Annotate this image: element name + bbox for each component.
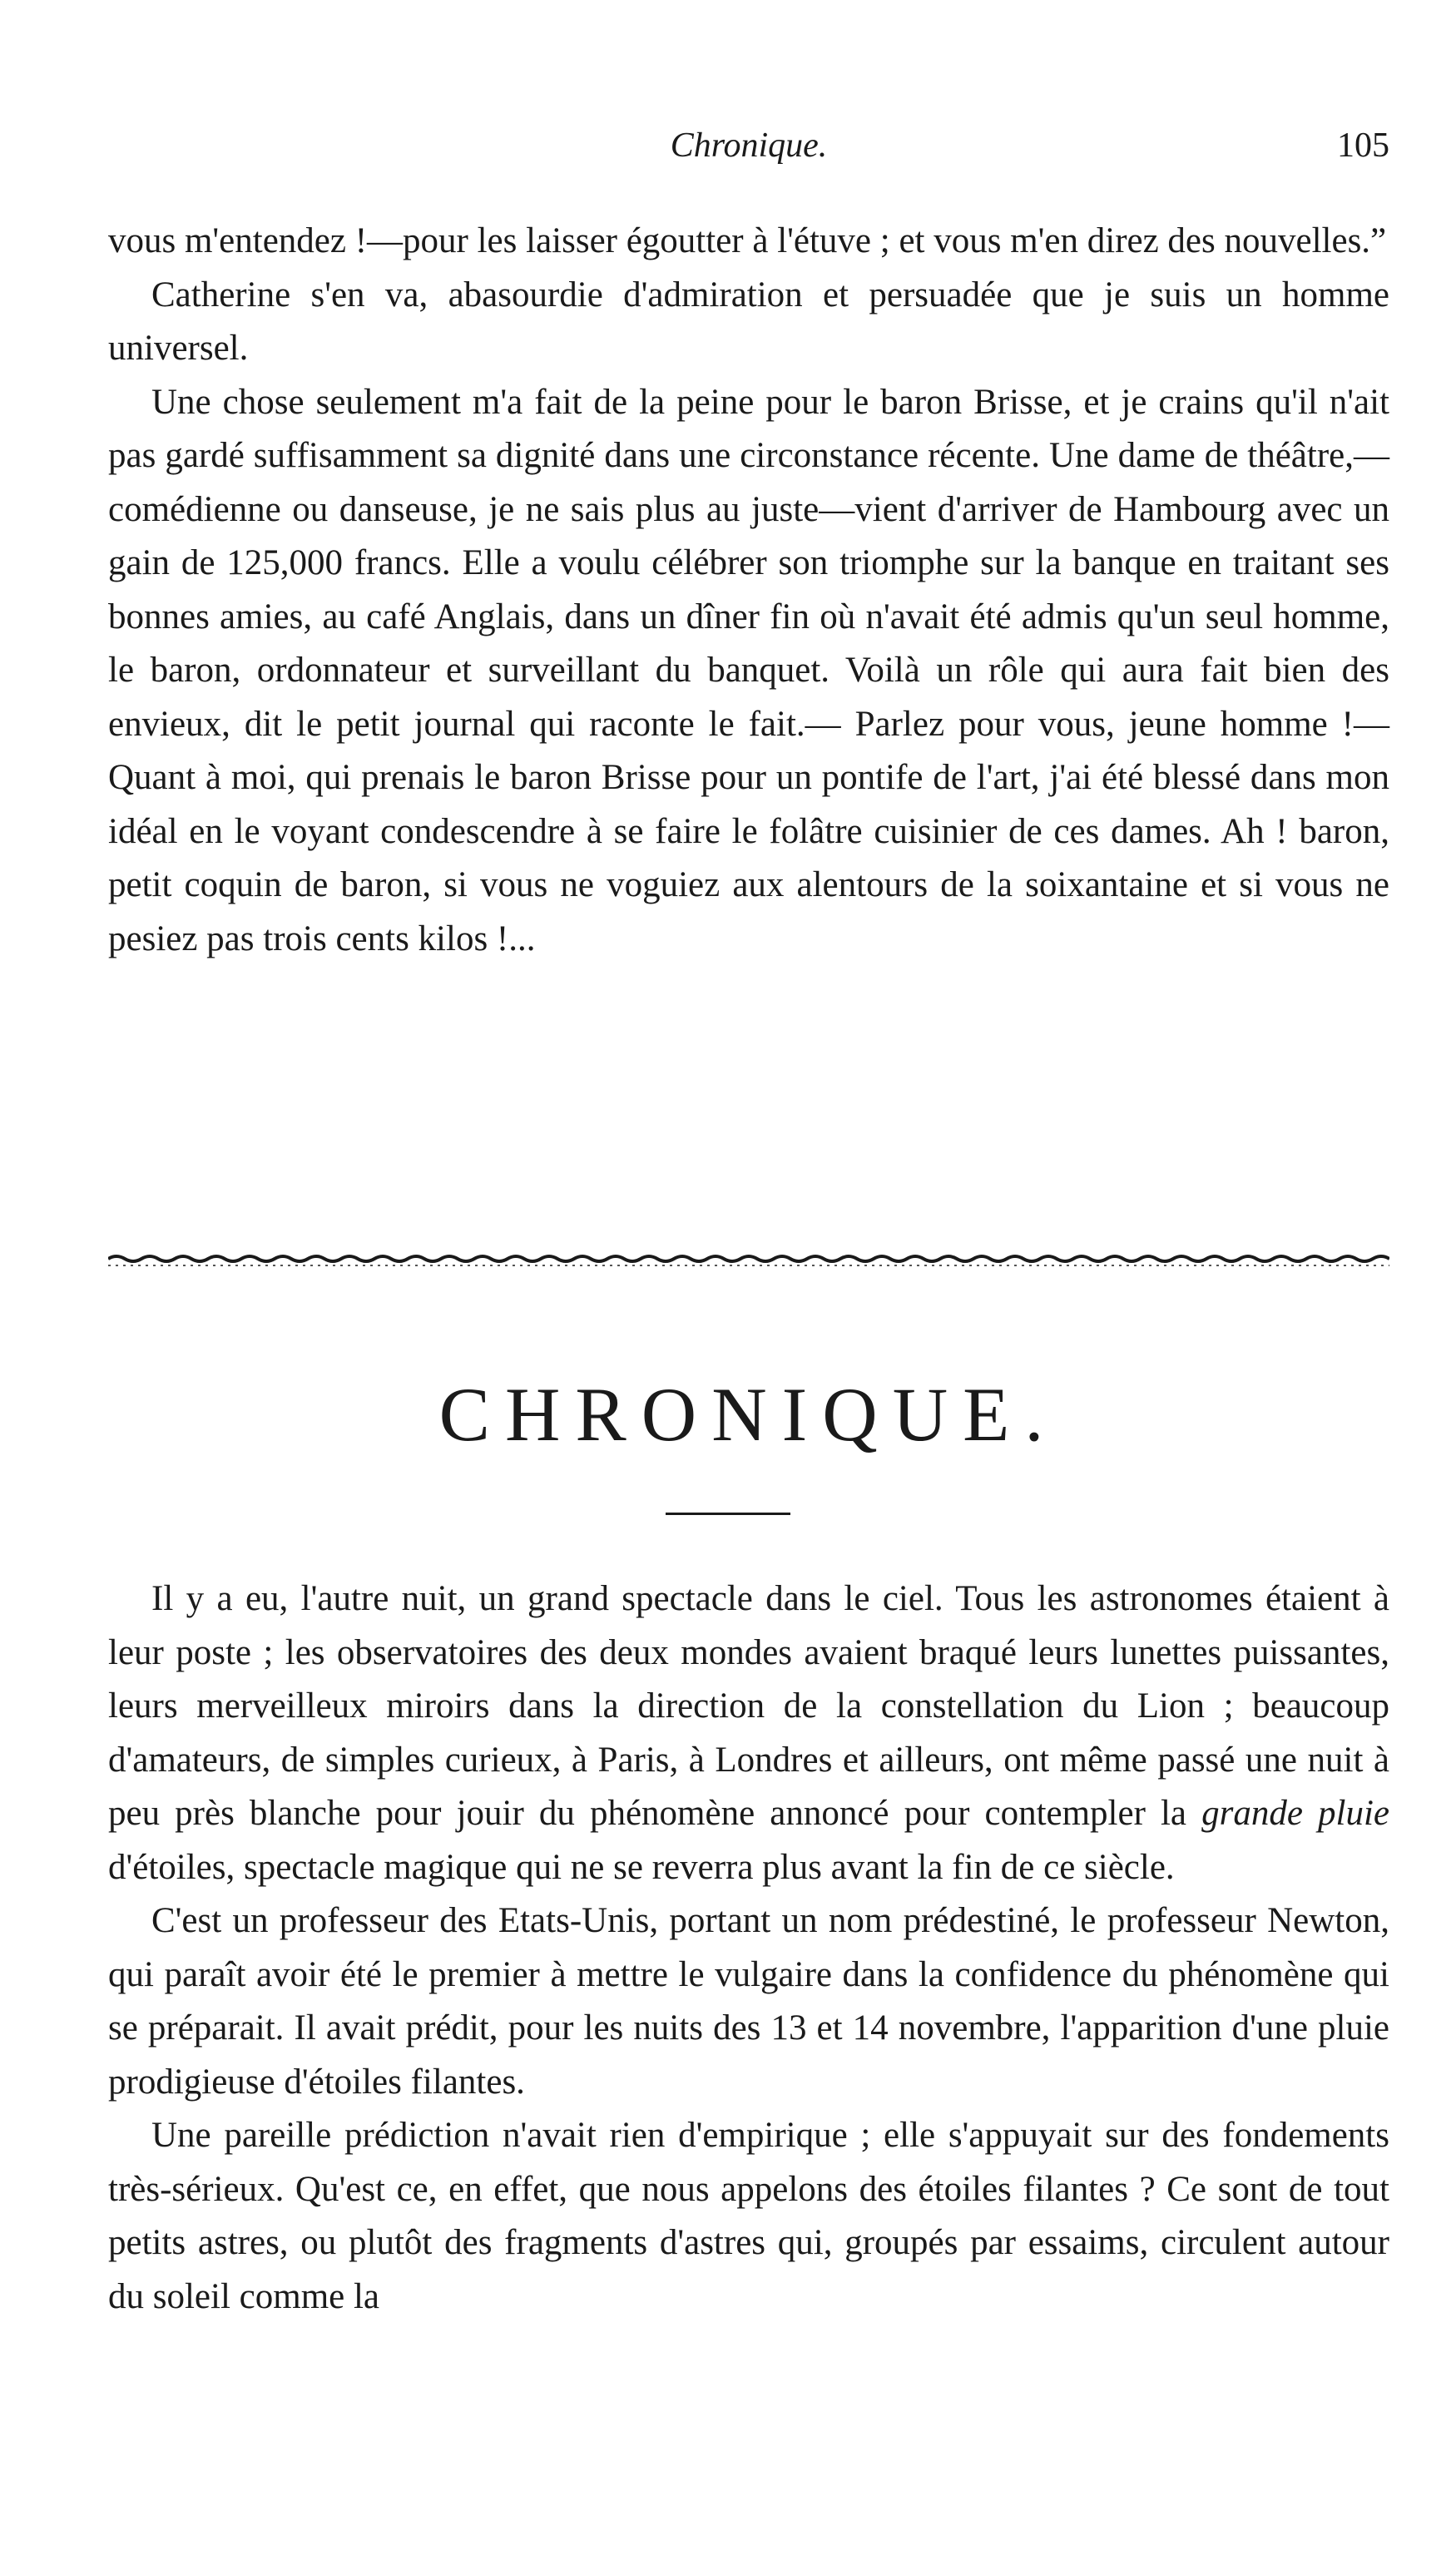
section-title: CHRONIQUE.	[438, 1372, 1059, 1457]
paragraph: Une chose seulement m'a fait de la peine pour le baron Brisse, et je crains qu'il n'ait pas gardé suffisamment sa dignité dans une circonstance récente. Une dame de théâtre,—comédienne ou danseuse, je ne sais plus au juste—vient d'arriver de Hambourg avec un gain de 125,000 francs. Elle a voulu célébrer son triomphe sur la banque en traitant ses bonnes amies, au café Anglais, dans un dîner fin où n'avait été admis qu'un seul homme, le baron, ordonnateur et surveillant du banquet. Voilà un rôle qui aura fait bien des envieux, dit le petit journal qui raconte le fait.— Parlez pour vous, jeune homme !—Quant à moi, qui prenais le baron Brisse pour un pontife de l'art, j'ai été blessé dans mon idéal en le voyant condescendre à se faire le folâtre cuisinier de ces dames. Ah ! baron, petit coquin de baron, si vous ne voguiez aux alentours de la soixantaine et si vous ne pesiez pas trois cents kilos !...	[108, 382, 1389, 958]
page-header	[108, 116, 1389, 175]
paragraph: C'est un professeur des Etats-Unis, portant un nom prédestiné, le professeur Newton, qui paraît avoir été le premier à mettre le vulgaire dans la confidence du phénomène qui se préparait. Il avait prédit, pour les nuits des 13 et 14 novembre, l'apparition d'une pluie prodigieuse d'étoiles filantes.	[108, 1901, 1389, 2102]
paragraph: Une pareille prédiction n'avait rien d'empirique ; elle s'appuyait sur des fondements très-sérieux. Qu'est ce, en effet, que nous appelons des étoiles filantes ? Ce sont de tout petits astres, ou plutôt des fragments d'astres qui, groupés par essaims, circulent autour du soleil comme la	[108, 2116, 1389, 2316]
running-title: Chronique.	[670, 126, 828, 165]
title-rule	[666, 1513, 790, 1515]
continuation-text	[108, 215, 1389, 966]
paragraph: vous m'entendez !—pour les laisser égoutter à l'étuve ; et vous m'en direz des nouvelles.”	[108, 221, 1387, 260]
paragraph	[108, 1572, 1389, 1894]
ornamental-divider	[108, 1252, 1389, 1272]
paragraph-text: Il y a eu, l'autre nuit, un grand spectacle dans le ciel. Tous les astronomes étaient à leur poste ; les observatoires des deux mondes avaient braqué leurs lunettes puissantes, leurs merveilleux miroirs dans la direction de la constellation du Lion ; beaucoup d'amateurs, de simples curieux, à Paris, à Londres et ailleurs, ont même passé une nuit à peu près blanche pour jouir du phénomène annoncé pour contempler la	[108, 1579, 1389, 1833]
italic-phrase: grande pluie	[1201, 1794, 1389, 1833]
page-number: 105	[1337, 126, 1389, 165]
chronique-text	[108, 1572, 1389, 2324]
paragraph: Catherine s'en va, abasourdie d'admiration et persuadée que je suis un homme universel.	[108, 275, 1389, 368]
paragraph-text: d'étoiles, spectacle magique qui ne se reverra plus avant la fin de ce siècle.	[108, 1847, 1175, 1887]
